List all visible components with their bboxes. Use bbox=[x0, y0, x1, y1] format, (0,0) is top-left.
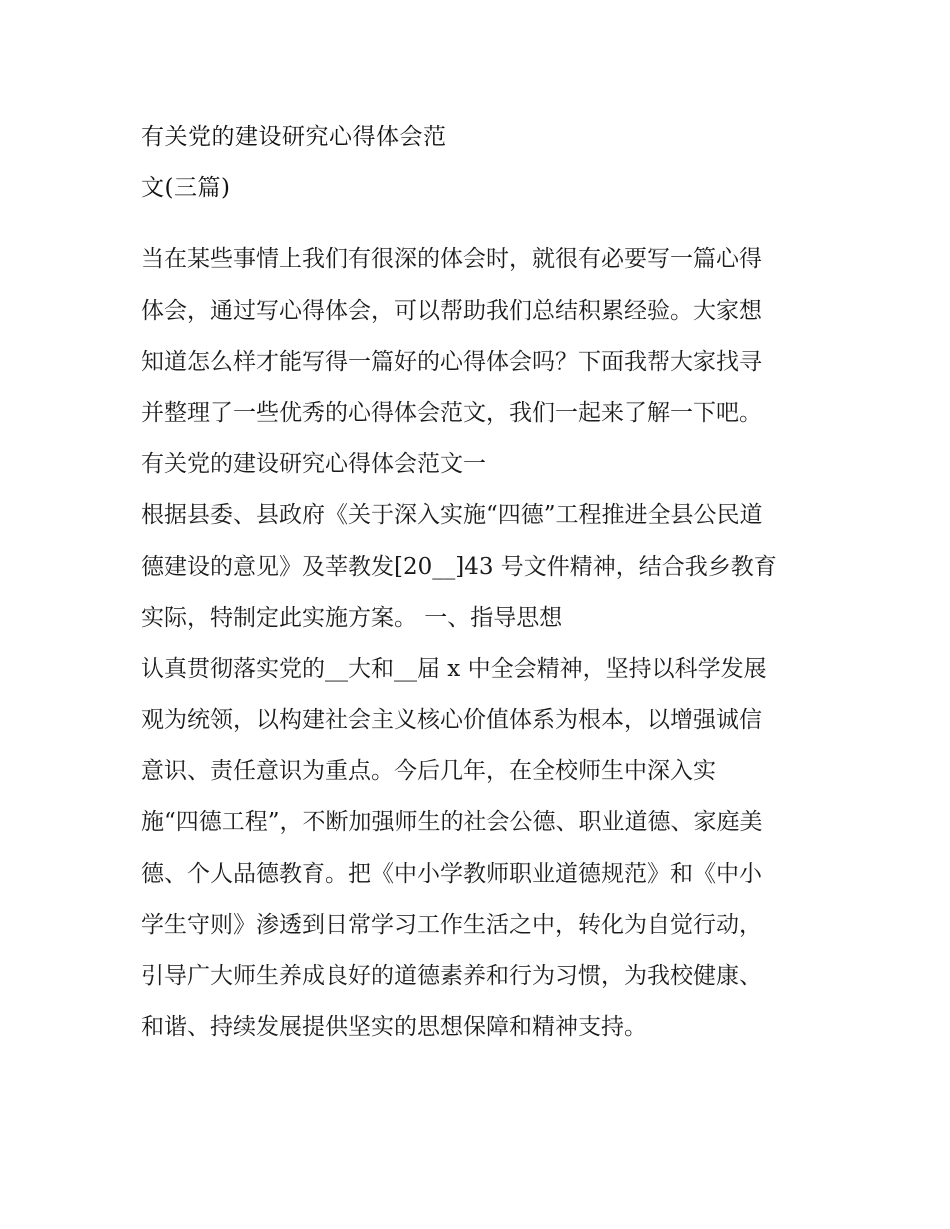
section-heading: 有关党的建设研究心得体会范文一 bbox=[141, 451, 486, 478]
body-text-line: 观为统领，以构建社会主义核心价值体系为根本，以增强诚信 bbox=[141, 707, 762, 734]
body-text-line: 学生守则》渗透到日常学习工作生活之中，转化为自觉行动， bbox=[141, 911, 762, 938]
intro-text-line: 当在某些事情上我们有很深的体会时，就很有必要写一篇心得 bbox=[141, 246, 762, 273]
body-text-line: 德建设的意见》及莘教发[20__]43 号文件精神，结合我乡教育 bbox=[141, 553, 777, 580]
body-text-line: 意识、责任意识为重点。今后几年，在全校师生中深入实 bbox=[141, 758, 716, 785]
title-line: 文(三篇) bbox=[141, 175, 231, 202]
body-text-line: 实际，特制定此实施方案。 一、指导思想 bbox=[141, 604, 563, 631]
title-line: 有关党的建设研究心得体会范 bbox=[141, 124, 447, 150]
body-text-line: 引导广大师生养成良好的道德素养和行为习惯，为我校健康、 bbox=[141, 963, 762, 989]
body-text-line: 施“四德工程”，不断加强师生的社会公德、职业道德、家庭美 bbox=[141, 809, 763, 836]
page-title bbox=[141, 112, 821, 214]
intro-text-line: 体会，通过写心得体会，可以帮助我们总结积累经验。大家想 bbox=[141, 297, 762, 324]
document-body bbox=[141, 234, 821, 1053]
body-text-line: 认真贯彻落实党的__大和__届 x 中全会精神，坚持以科学发展 bbox=[141, 655, 767, 682]
intro-text-line: 知道怎么样才能写得一篇好的心得体会吗？下面我帮大家找寻 bbox=[141, 348, 762, 375]
body-text-line: 根据县委、县政府《关于深入实施“四德”工程推进全县公民道 bbox=[141, 502, 763, 529]
document-content bbox=[141, 112, 821, 1053]
intro-text-line: 并整理了一些优秀的心得体会范文，我们一起来了解一下吧。 bbox=[141, 399, 762, 426]
body-text-line: 德、个人品德教育。把《中小学教师职业道德规范》和《中小 bbox=[141, 860, 762, 887]
body-text-line: 和谐、持续发展提供坚实的思想保障和精神支持。 bbox=[141, 1014, 647, 1041]
